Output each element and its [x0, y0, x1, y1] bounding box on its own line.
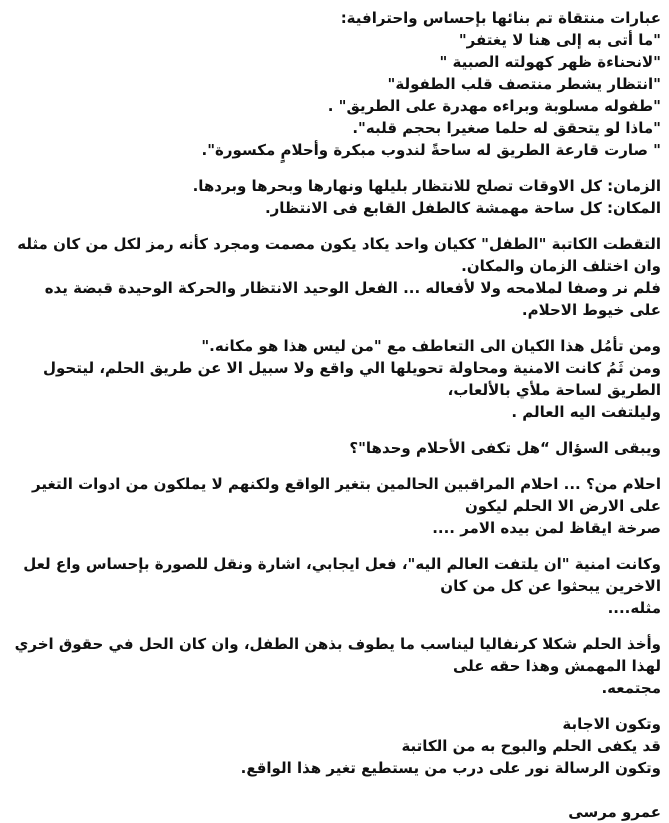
text-line: قد يكفى الحلم والبوح به من الكاتبة [401, 737, 661, 755]
text-line: وكانت امنية "ان يلتفت العالم اليه"، فعل ايجابي، اشارة ونقل للصورة بإحساس واع لعل الاخرين يبحثوا عن كل من كان [23, 555, 661, 595]
paragraph-answer [14, 713, 661, 779]
text-line: وتكون الرسالة نور على درب من يستطيع تغير هذا الواقع. [240, 759, 661, 777]
text-line: وأخذ الحلم شكلا كرنفاليا ليناسب ما يطوف بذهن الطفل، وان كان الحل في حقوق اخري لهذا المهمش وهذا حقه على [14, 635, 661, 675]
text-line: وليلتفت اليه العالم . [511, 403, 661, 421]
text-line: ومن تأمُل هذا الكيان الى التعاطف مع "من ليس هذا هو مكانه." [201, 337, 661, 355]
text-line: صرخة ايقاظ لمن بيده الامر .... [432, 519, 661, 537]
author-signature [14, 801, 661, 823]
text-line: مجتمعه. [601, 679, 661, 697]
paragraph-question [14, 437, 661, 459]
text-line: الزمان: كل الاوقات تصلح للانتظار بليلها ونهارها وبحرها وبردها. [192, 177, 661, 195]
text-line: عمرو مرسى [568, 803, 661, 821]
text-line: "ما أتى به إلى هنا لا يغتفر" [458, 31, 661, 49]
text-line: وتكون الاجابة [562, 715, 661, 733]
text-line: ويبقى السؤال “هل تكفى الأحلام وحدها"؟ [349, 439, 661, 457]
text-line: احلام من؟ ... احلام المراقبين الحالمين بتغير الواقع ولكنهم لا يملكون من ادوات التغير على الارض الا الحلم ليكون [32, 475, 661, 515]
text-line: "ماذا لو يتحقق له حلما صغيرا بحجم قلبه". [352, 119, 661, 137]
paragraph-time-place [14, 175, 661, 219]
paragraph-contemplation [14, 335, 661, 423]
text-line: مثله.... [607, 599, 661, 617]
paragraph-carnival-dream [14, 633, 661, 699]
text-line: "طفوله مسلوبة وبراءه مهدرة على الطريق" . [327, 97, 661, 115]
text-line: ومن ثَمُ كانت الامنية ومحاولة تحويلها الي واقع ولا سبيل الا عن طريق الحلم، ليتحول الطريق لساحة ملأي بالألعاب، [43, 359, 661, 399]
text-line: "لانحناءة ظهر كهولته الصبية " [439, 53, 661, 71]
paragraph-writer-child [14, 233, 661, 321]
text-line: المكان: كل ساحة مهمشة كالطفل القابع فى الانتظار. [264, 199, 661, 217]
text-line: التقطت الكاتبة "الطفل" ككيان واحد يكاد يكون مصمت ومجرد كأنه رمز لكل من كان مثله وان اختلف الزمان والمكان. [17, 235, 661, 275]
text-line: " صارت قارعة الطريق له ساحةً لندوب مبكرة وأحلامٍ مكسورة". [201, 141, 661, 159]
text-line: عبارات منتقاة تم بنائها بإحساس واحترافية: [340, 9, 661, 27]
paragraph-whose-dreams [14, 473, 661, 539]
text-line: فلم نر وصفا لملامحه ولا لأفعاله ... الفعل الوحيد الانتظار والحركة الوحيدة قبضة يده على خيوط الاحلام. [44, 279, 661, 319]
paragraph-quotes [14, 7, 661, 161]
text-line: "انتظار يشطر منتصف قلب الطفولة" [387, 75, 661, 93]
paragraph-wish [14, 553, 661, 619]
